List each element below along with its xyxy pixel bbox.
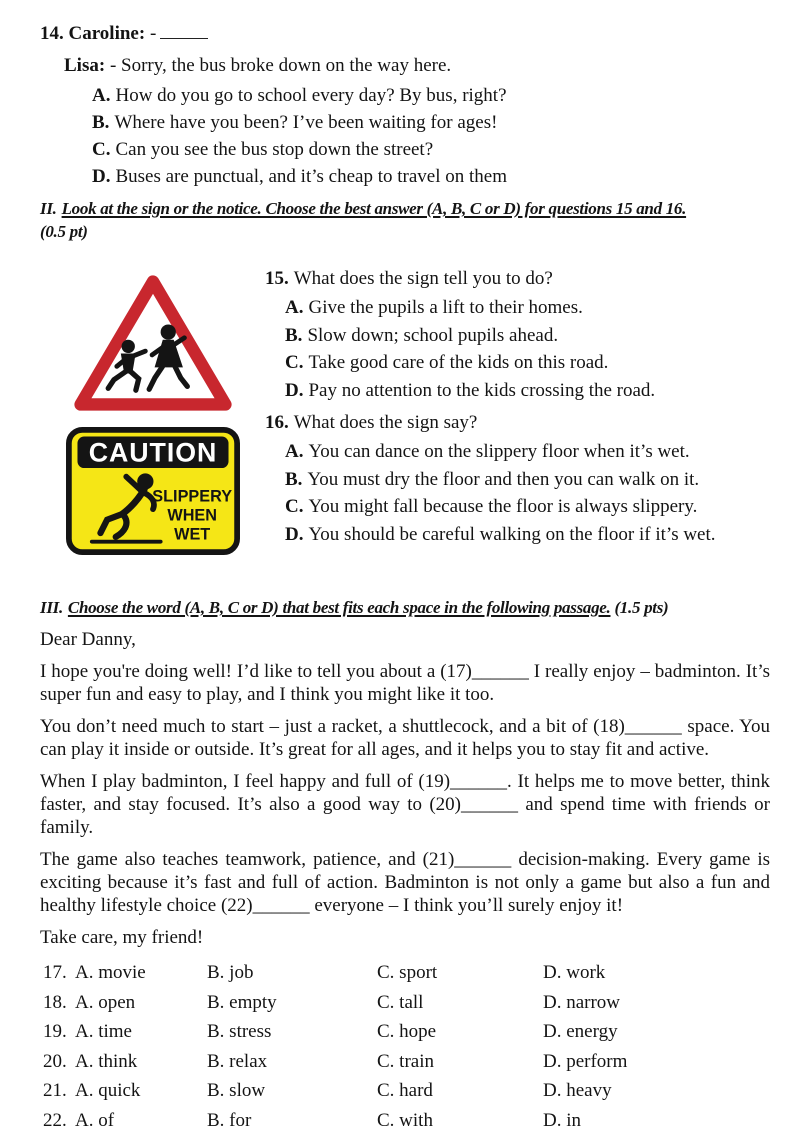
option-c: C. with (377, 1106, 543, 1135)
school-crossing-sign-icon (72, 271, 234, 416)
option-c: C. tall (377, 988, 543, 1018)
option-letter: B. (285, 325, 302, 346)
question-number: 15. (265, 268, 289, 289)
speaker-name: Caroline: (69, 23, 146, 44)
sign-questions-column (265, 267, 770, 556)
option-b (285, 468, 770, 492)
answer-row-21 (43, 1076, 770, 1106)
row-number: 21. (43, 1076, 75, 1106)
option-letter: C. (285, 496, 303, 517)
question-16 (265, 411, 770, 546)
option-letter: B. (285, 469, 302, 490)
option-b: B. relax (207, 1047, 377, 1077)
answer-row-22 (43, 1106, 770, 1135)
option-letter: C. (285, 352, 303, 373)
option-text: How do you go to school every day? By bus, right? (115, 85, 506, 106)
question-14-options (92, 84, 770, 189)
option-a: A. movie (75, 958, 207, 988)
option-d: D. in (543, 1106, 770, 1135)
option-d: D. perform (543, 1047, 770, 1077)
answer-row-20 (43, 1047, 770, 1077)
row-number: 20. (43, 1047, 75, 1077)
option-text: You should be careful walking on the floor if it’s wet. (308, 524, 715, 545)
speaker-name: Lisa: (64, 55, 105, 76)
option-a: A. think (75, 1047, 207, 1077)
option-c: C. hope (377, 1017, 543, 1047)
option-letter: D. (92, 166, 110, 187)
row-number: 19. (43, 1017, 75, 1047)
option-d: D. energy (543, 1017, 770, 1047)
option-a: A. open (75, 988, 207, 1018)
question-text: What does the sign tell you to do? (294, 268, 553, 289)
question-number: 16. (265, 412, 289, 433)
section-number: III. (40, 598, 63, 617)
caution-slippery-sign-icon (65, 426, 241, 556)
answer-row-18 (43, 988, 770, 1018)
option-text: You might fall because the floor is always slippery. (308, 496, 697, 517)
option-letter: A. (285, 441, 303, 462)
letter-paragraph-2: You don’t need much to start – just a racket, a shuttlecock, and a bit of (18)______ space. You can play it inside or outside. It’s great for all ages, and it helps you to stay fit and active. (40, 715, 770, 761)
option-a: A. of (75, 1106, 207, 1135)
question-14-prompt (40, 22, 770, 46)
section-points: (1.5 pts) (614, 598, 668, 617)
option-d: D. work (543, 958, 770, 988)
section-ii-heading (40, 197, 770, 243)
option-b (92, 111, 770, 135)
section-points: (0.5 pt) (40, 220, 770, 243)
letter-salutation: Dear Danny, (40, 628, 770, 651)
option-text: Where have you been? I’ve been waiting for ages! (114, 112, 497, 133)
signs-column (40, 267, 265, 556)
option-c: C. hard (377, 1076, 543, 1106)
option-c (92, 138, 770, 162)
option-letter: C. (92, 139, 110, 160)
answer-row-19 (43, 1017, 770, 1047)
option-b: B. stress (207, 1017, 377, 1047)
option-c (285, 495, 770, 519)
answer-row-17 (43, 958, 770, 988)
question-text: What does the sign say? (294, 412, 478, 433)
option-text: Take good care of the kids on this road. (308, 352, 608, 373)
option-d (285, 523, 770, 547)
caution-line-3: WET (174, 526, 210, 544)
letter-paragraph-3: When I play badminton, I feel happy and full of (19)______. It helps me to move better, think faster, and stay focused. It’s also a good way to (20)______ and spend time with friends or family. (40, 770, 770, 839)
caution-line-1: SLIPPERY (152, 488, 232, 506)
row-number: 18. (43, 988, 75, 1018)
option-b: B. slow (207, 1076, 377, 1106)
option-letter: A. (92, 85, 110, 106)
option-c: C. sport (377, 958, 543, 988)
option-a: A. time (75, 1017, 207, 1047)
option-letter: B. (92, 112, 109, 133)
option-b: B. for (207, 1106, 377, 1135)
section-iii-heading (40, 596, 770, 619)
answer-blank (160, 34, 208, 39)
option-d (285, 379, 770, 403)
question-number: 14. (40, 23, 64, 44)
letter-paragraph-4: The game also teaches teamwork, patience, and (21)______ decision-making. Every game is exciting because it’s fast and full of action. Badminton is not only a game but also a fun and healthy lifestyle choice (22)______ everyone – I think you’ll surely enjoy it! (40, 848, 770, 917)
option-d (92, 165, 770, 189)
option-text: You can dance on the slippery floor when it’s wet. (308, 441, 689, 462)
option-text: Give the pupils a lift to their homes. (308, 297, 582, 318)
option-a (92, 84, 770, 108)
caution-line-2: WHEN (167, 507, 217, 525)
option-text: Slow down; school pupils ahead. (307, 325, 558, 346)
letter-paragraph-1: I hope you're doing well! I’d like to tell you about a (17)______ I really enjoy – badminton. It’s super fun and easy to play, and I think you might like it too. (40, 660, 770, 706)
option-letter: D. (285, 380, 303, 401)
option-text: Buses are punctual, and it’s cheap to travel on them (115, 166, 507, 187)
dash: - (150, 23, 156, 44)
option-b: B. job (207, 958, 377, 988)
answer-grid (43, 958, 770, 1135)
section-iii (40, 596, 770, 949)
option-d: D. heavy (543, 1076, 770, 1106)
question-14 (40, 22, 770, 189)
reply-text: - Sorry, the bus broke down on the way here. (110, 55, 451, 76)
option-text: Can you see the bus stop down the street? (115, 139, 433, 160)
row-number: 22. (43, 1106, 75, 1135)
option-letter: A. (285, 297, 303, 318)
section-instruction: Look at the sign or the notice. Choose the best answer (A, B, C or D) for questions 15 and 16. (62, 199, 686, 218)
option-b: B. empty (207, 988, 377, 1018)
sign-section (40, 267, 770, 556)
letter-closing: Take care, my friend! (40, 926, 770, 949)
option-letter: D. (285, 524, 303, 545)
caution-heading: CAUTION (88, 437, 217, 467)
question-15 (265, 267, 770, 402)
option-a (285, 296, 770, 320)
option-a: A. quick (75, 1076, 207, 1106)
section-instruction: Choose the word (A, B, C or D) that best fits each space in the following passage. (68, 598, 611, 617)
row-number: 17. (43, 958, 75, 988)
option-c (285, 351, 770, 375)
option-text: You must dry the floor and then you can walk on it. (307, 469, 699, 490)
option-a (285, 440, 770, 464)
option-b (285, 324, 770, 348)
section-number: II. (40, 199, 57, 218)
question-14-reply (64, 54, 770, 78)
option-d: D. narrow (543, 988, 770, 1018)
option-c: C. train (377, 1047, 543, 1077)
option-text: Pay no attention to the kids crossing the road. (308, 380, 655, 401)
